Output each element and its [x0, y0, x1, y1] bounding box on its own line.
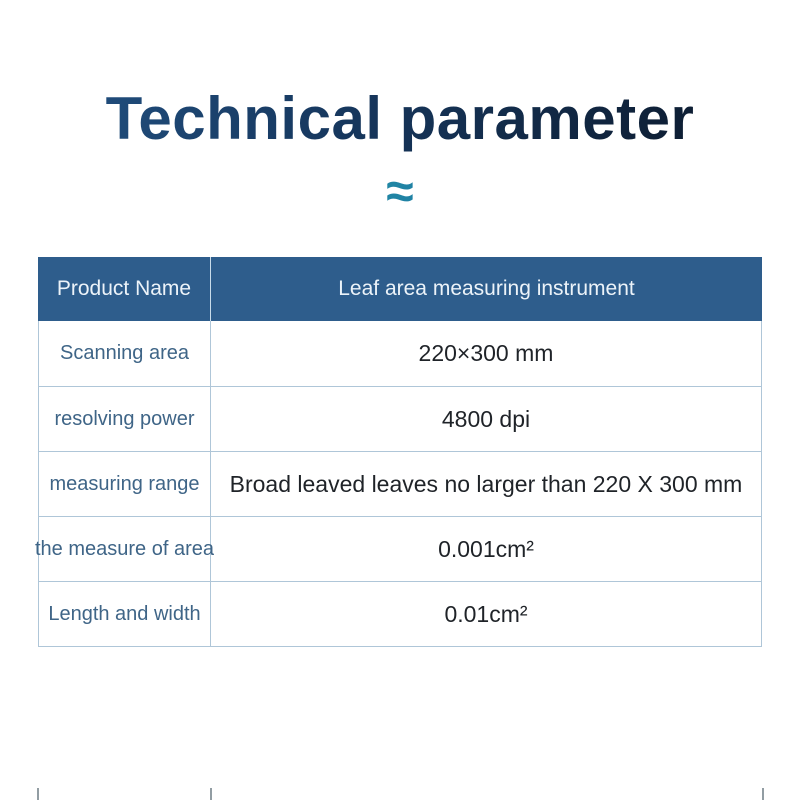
row-value: 4800 dpi	[441, 405, 531, 432]
row-value: 0.01cm²	[444, 600, 528, 627]
row-label: Length and width	[39, 582, 211, 646]
double-wave-icon: ≈	[0, 166, 800, 216]
table-row	[39, 581, 761, 646]
spec-table	[35, 258, 762, 647]
page-title: Technical parameter	[0, 84, 800, 153]
row-value: Broad leaved leaves no larger than 220 X 300 mm	[229, 470, 743, 497]
cropped-next-table-border	[762, 788, 764, 800]
cropped-next-table-border	[210, 788, 212, 800]
row-value: 220×300 mm	[418, 340, 554, 366]
row-label: measuring range	[39, 452, 211, 516]
cropped-next-table-border	[37, 788, 39, 800]
row-label: Scanning area	[39, 321, 211, 386]
table-row	[39, 451, 761, 516]
table-row	[39, 386, 761, 451]
table-row	[39, 321, 761, 386]
row-label: the measure of area	[39, 517, 211, 581]
header-product-value: Leaf area measuring instrument	[338, 277, 635, 300]
table-row	[35, 516, 761, 581]
row-label: resolving power	[39, 387, 211, 451]
row-value: 0.001cm²	[438, 535, 534, 562]
table-header-row	[38, 257, 762, 321]
header-product-name: Product Name	[38, 257, 211, 321]
